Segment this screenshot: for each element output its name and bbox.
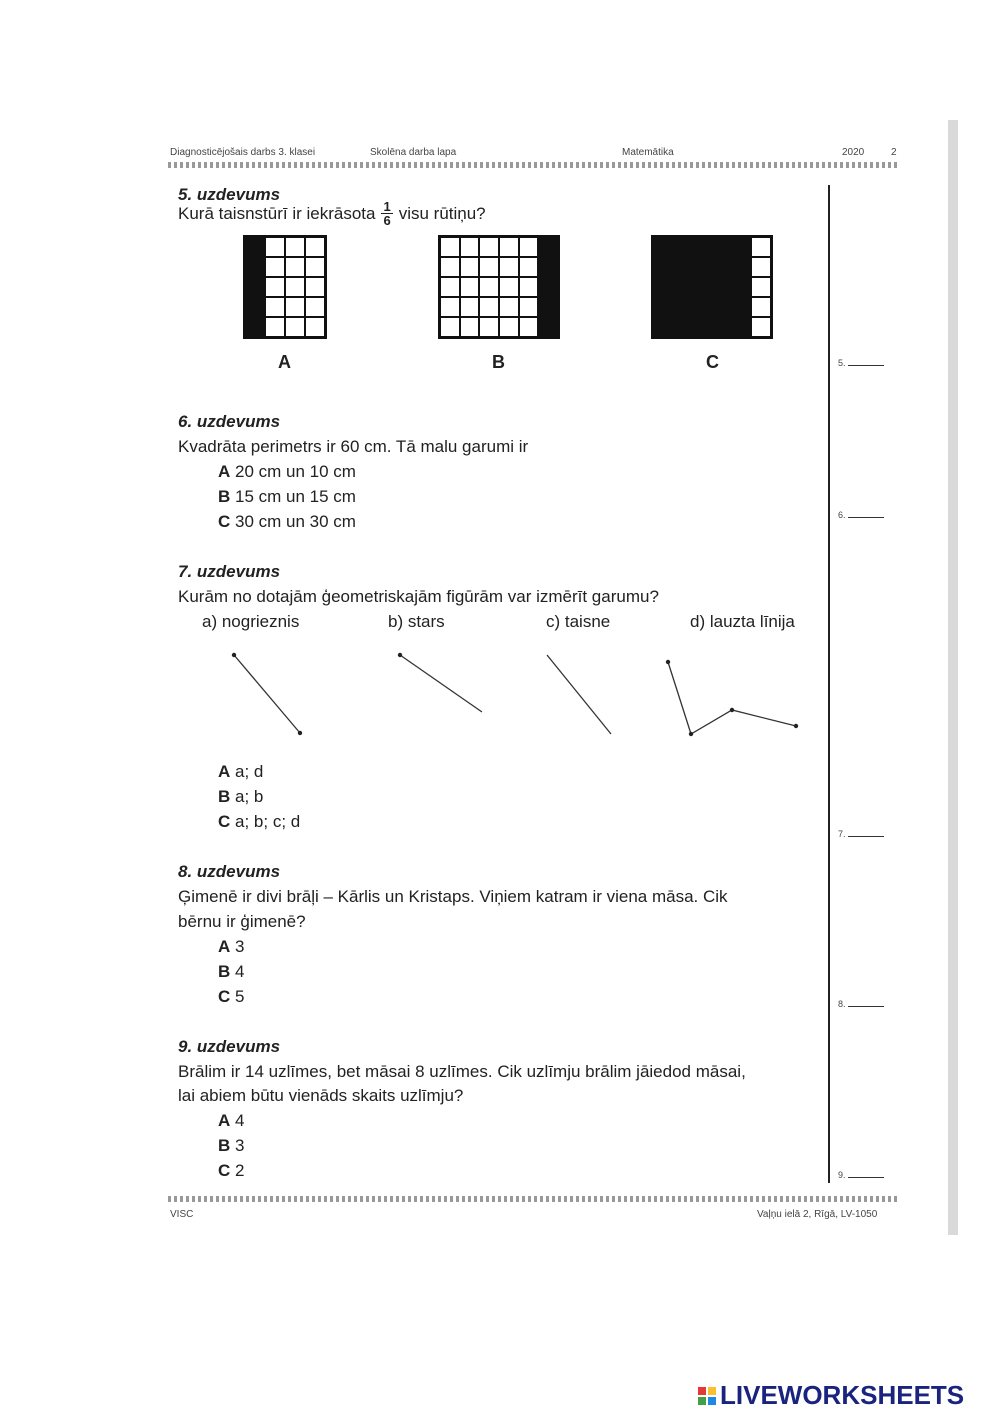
task8-option-c[interactable] (218, 987, 244, 1007)
task9-option-a[interactable] (218, 1111, 244, 1131)
option-letter: A (218, 1111, 231, 1130)
logo-icon (698, 1387, 716, 1405)
option-text: 15 cm un 15 cm (235, 487, 356, 506)
figure-label-a: a) nogrieznis (202, 612, 300, 631)
option-letter: A (218, 462, 231, 481)
option-letter: A (218, 762, 231, 781)
figure-label-c: c) taisne (546, 612, 611, 631)
option-letter: B (218, 487, 231, 506)
header-year: 2020 (842, 147, 865, 158)
task8-option-a[interactable] (218, 937, 244, 957)
task6-question: Kvadrāta perimetrs ir 60 cm. Tā malu garumi ir (178, 437, 529, 456)
option-text: 4 (235, 962, 245, 981)
task7-title: 7. uzdevums (178, 562, 281, 581)
option-letter: C (218, 1161, 231, 1180)
score-label-9: 9. (838, 1170, 846, 1180)
option-text: 30 cm un 30 cm (235, 512, 356, 531)
footer-left: VISC (170, 1209, 194, 1220)
score-label-8: 8. (838, 999, 846, 1009)
footer-divider (168, 1196, 898, 1202)
logo-square (708, 1387, 716, 1395)
score-field-9[interactable] (838, 1170, 884, 1180)
score-field-7[interactable] (838, 829, 884, 839)
option-text: a; b (235, 787, 264, 806)
task9-option-c[interactable] (218, 1161, 244, 1181)
logo-square (698, 1397, 706, 1405)
option-letter: B (218, 787, 231, 806)
header-page-number: 2 (891, 147, 897, 158)
task5-title: 5. uzdevums (178, 185, 281, 204)
task6-title: 6. uzdevums (178, 412, 281, 431)
option-text: 3 (235, 937, 245, 956)
task5-question-before: Kurā taisnstūrī ir iekrāsota (178, 203, 376, 223)
option-text: a; b; c; d (235, 812, 301, 831)
task7-question: Kurām no dotajām ģeometriskajām figūrām var izmērīt garumu? (178, 587, 659, 606)
figure-label-d: d) lauzta līnija (690, 612, 795, 631)
option-text: a; d (235, 762, 264, 781)
brand-name: LIVEWORKSHEETS (720, 1380, 965, 1410)
score-field-8[interactable] (838, 999, 884, 1009)
fraction-denominator: 6 (383, 213, 391, 228)
option-letter: B (218, 962, 231, 981)
logo-square (698, 1387, 706, 1395)
task8-question-line1: Ģimenē ir divi brāļi – Kārlis un Kristaps. Viņiem katram ir viena māsa. Cik (178, 887, 728, 906)
task9-question-line2: lai abiem būtu vienāds skaits uzlīmju? (178, 1086, 464, 1105)
header-subject: Matemātika (622, 147, 674, 158)
task8-option-b[interactable] (218, 962, 244, 982)
score-label-5: 5. (838, 358, 846, 368)
task9-option-b[interactable] (218, 1136, 244, 1156)
option-letter: C (218, 987, 231, 1006)
grid-label-c: C (706, 352, 719, 372)
ray-figure (398, 653, 482, 712)
grid-label-a: A (278, 352, 291, 372)
line-figure (547, 655, 611, 734)
score-label-6: 6. (838, 510, 846, 520)
option-letter: C (218, 512, 231, 531)
segment-figure (232, 653, 302, 735)
option-text: 3 (235, 1136, 245, 1155)
option-letter: A (218, 937, 231, 956)
logo-square (708, 1397, 716, 1405)
option-text: 2 (235, 1161, 245, 1180)
task7-option-a[interactable] (218, 762, 263, 782)
task7-option-b[interactable] (218, 787, 263, 807)
task9-question-line1: Brālim ir 14 uzlīmes, bet māsai 8 uzlīmes. Cik uzlīmju brālim jāiedod māsai, (178, 1062, 746, 1081)
task9-title: 9. uzdevums (178, 1037, 281, 1056)
figure-label-b: b) stars (388, 612, 445, 631)
footer-address: Vaļņu ielā 2, Rīgā, LV-1050 (757, 1209, 878, 1220)
option-text: 4 (235, 1111, 245, 1130)
option-text: 20 cm un 10 cm (235, 462, 356, 481)
grid-label-b: B (492, 352, 505, 372)
fraction-numerator: 1 (383, 199, 391, 214)
header-worksheet: Skolēna darba lapa (370, 147, 457, 158)
task8-question-line2: bērnu ir ģimenē? (178, 912, 306, 931)
liveworksheets-logo (698, 1380, 964, 1411)
header-left: Diagnosticējošais darbs 3. klasei (170, 147, 316, 158)
task5-question-after: visu rūtiņu? (398, 203, 486, 223)
score-label-7: 7. (838, 829, 846, 839)
option-letter: B (218, 1136, 231, 1155)
task7-option-c[interactable] (218, 812, 300, 832)
task8-title: 8. uzdevums (178, 862, 281, 881)
polyline-figure (666, 660, 798, 736)
option-text: 5 (235, 987, 245, 1006)
option-letter: C (218, 812, 231, 831)
